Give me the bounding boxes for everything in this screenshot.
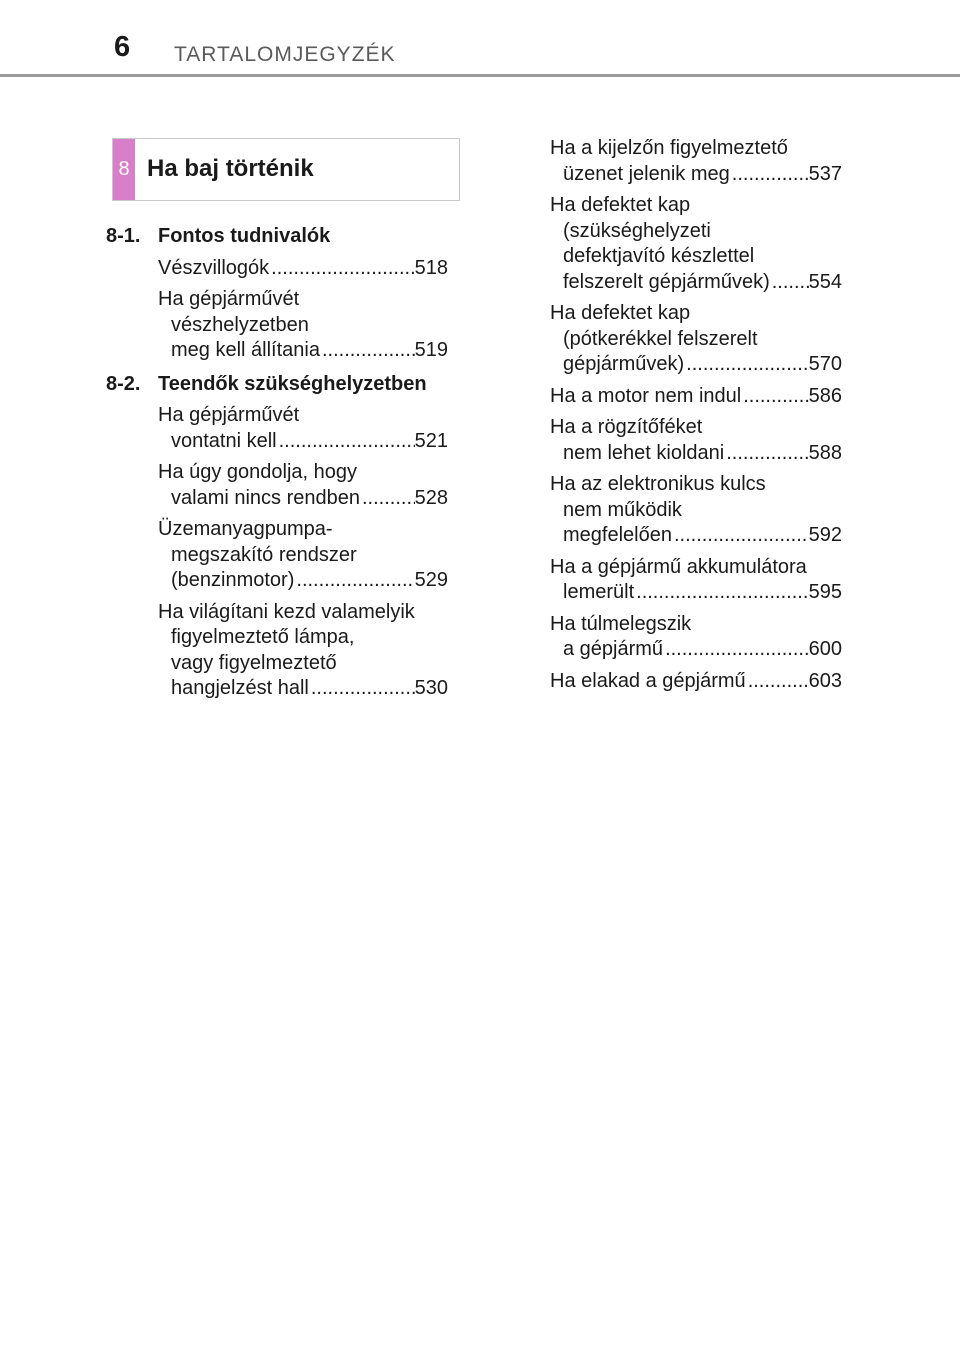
toc-entry[interactable] <box>550 384 842 410</box>
entry-text: vontatni kell <box>171 429 277 452</box>
toc-entry[interactable] <box>550 612 842 663</box>
entry-line: Üzemanyagpumpa- <box>158 518 333 540</box>
entry-line: (szükséghelyzeti <box>563 219 711 242</box>
page-ref[interactable]: 603 <box>808 669 842 692</box>
toc-left-column <box>106 224 448 702</box>
dot-leader <box>320 338 415 364</box>
toc-entry[interactable] <box>158 287 448 364</box>
entry-text: Ha elakad a gépjármű <box>550 669 746 692</box>
entry-text: meg kell állítania <box>171 339 320 361</box>
header-divider <box>0 74 960 77</box>
entry-line <box>550 270 842 296</box>
entry-line <box>550 441 842 467</box>
dot-leader <box>360 486 415 512</box>
page-ref[interactable]: 600 <box>808 638 842 660</box>
dot-leader <box>294 568 414 594</box>
toc-entry[interactable] <box>158 517 448 594</box>
toc-entry[interactable] <box>550 555 842 606</box>
dot-leader <box>770 270 809 296</box>
page-ref[interactable]: 537 <box>808 162 842 185</box>
page-ref[interactable]: 592 <box>808 524 842 546</box>
entry-line <box>550 352 842 378</box>
dot-leader <box>746 669 809 695</box>
entry-line: Ha defektet kap <box>550 194 691 216</box>
toc-right-column <box>550 130 842 694</box>
entry-line <box>158 429 448 455</box>
entry-text: (benzinmotor) <box>171 569 295 591</box>
section-title: Teendők szükséghelyzetben <box>158 372 427 395</box>
entry-line <box>550 637 842 663</box>
dot-leader <box>730 162 809 188</box>
entry-line: megszakító rendszer <box>171 543 357 566</box>
toc-entry[interactable] <box>158 256 448 282</box>
section-number: 8-2. <box>106 372 141 395</box>
entry-line: nem működik <box>563 498 682 521</box>
toc-entry[interactable] <box>550 472 842 549</box>
entry-line: Ha a kijelzőn figyelmeztető <box>550 137 788 159</box>
section-title: Fontos tudnivalók <box>158 225 331 247</box>
entry-line: Ha gépjárművét <box>158 288 300 310</box>
entry-line <box>550 162 842 188</box>
page-ref[interactable]: 530 <box>414 677 448 699</box>
entry-line: Ha túlmelegszik <box>550 612 692 635</box>
entry-text: Ha a motor nem indul <box>550 384 742 407</box>
entry-line: Ha az elektronikus kulcs <box>550 473 766 495</box>
page-ref[interactable]: 529 <box>414 569 448 591</box>
entry-text: Vészvillogók <box>158 256 270 279</box>
section-number: 8-1. <box>106 225 141 247</box>
dot-leader <box>663 637 809 663</box>
page-ref[interactable]: 588 <box>808 441 842 464</box>
entry-line: Ha a rögzítőféket <box>550 416 703 438</box>
entry-text: hangjelzést hall <box>171 677 309 699</box>
section-heading <box>106 224 448 250</box>
page-ref[interactable]: 518 <box>414 256 448 279</box>
entry-line <box>158 338 448 364</box>
entry-line <box>550 669 842 695</box>
page-ref[interactable]: 528 <box>414 486 448 509</box>
dot-leader <box>672 523 809 549</box>
header-title: TARTALOMJEGYZÉK <box>174 43 396 66</box>
entry-line <box>158 568 448 594</box>
entry-line <box>550 580 842 606</box>
dot-leader <box>269 256 414 282</box>
entry-text: felszerelt gépjárművek) <box>563 270 770 293</box>
entry-text: valami nincs rendben <box>171 486 360 509</box>
page-ref[interactable]: 521 <box>414 429 448 452</box>
entry-text: üzenet jelenik meg <box>563 162 730 185</box>
entry-text: nem lehet kioldani <box>563 441 725 464</box>
dot-leader <box>309 676 415 702</box>
entry-line: figyelmeztető lámpa, <box>171 626 355 648</box>
chapter-heading-box <box>112 138 460 201</box>
entry-line: Ha úgy gondolja, hogy <box>158 461 358 483</box>
entry-line <box>550 384 842 410</box>
dot-leader <box>741 384 808 410</box>
entry-text: lemerült <box>563 581 635 603</box>
toc-entry[interactable] <box>550 301 842 378</box>
dot-leader <box>684 352 808 378</box>
dot-leader <box>277 429 415 455</box>
entry-line: vészhelyzetben <box>171 313 309 336</box>
entry-line <box>158 256 448 282</box>
toc-entry[interactable] <box>550 136 842 187</box>
entry-line <box>158 486 448 512</box>
entry-line <box>550 523 842 549</box>
page-header <box>0 0 960 80</box>
entry-line: Ha a gépjármű akkumulátora <box>550 555 807 578</box>
page-number: 6 <box>114 31 131 63</box>
section-heading <box>106 372 448 398</box>
entry-line: Ha defektet kap <box>550 302 691 324</box>
entry-text: gépjárművek) <box>563 353 685 375</box>
entry-line: Ha világítani kezd valamelyik <box>158 600 415 623</box>
toc-entry[interactable] <box>550 193 842 295</box>
dot-leader <box>724 441 808 467</box>
page-ref[interactable]: 570 <box>808 353 842 375</box>
entry-line: vagy figyelmeztető <box>171 651 337 674</box>
entry-line <box>158 676 448 702</box>
entry-text: a gépjármű <box>563 638 664 660</box>
toc-entry[interactable] <box>158 600 448 702</box>
toc-entry[interactable] <box>158 460 448 511</box>
entry-line: Ha gépjárművét <box>158 404 300 426</box>
toc-entry[interactable] <box>550 415 842 466</box>
toc-entry[interactable] <box>158 403 448 454</box>
chapter-title: Ha baj történik <box>147 155 314 182</box>
chapter-number-tab: 8 <box>113 139 135 200</box>
page-ref[interactable]: 586 <box>808 384 842 407</box>
dot-leader <box>634 580 808 606</box>
entry-line: defektjavító készlettel <box>563 245 755 267</box>
page-ref[interactable]: 519 <box>414 339 448 361</box>
entry-line: (pótkerékkel felszerelt <box>563 327 758 350</box>
entry-text: megfelelően <box>563 524 672 546</box>
toc-entry[interactable] <box>550 669 842 695</box>
page-ref[interactable]: 595 <box>808 581 842 603</box>
page-ref[interactable]: 554 <box>808 270 842 293</box>
